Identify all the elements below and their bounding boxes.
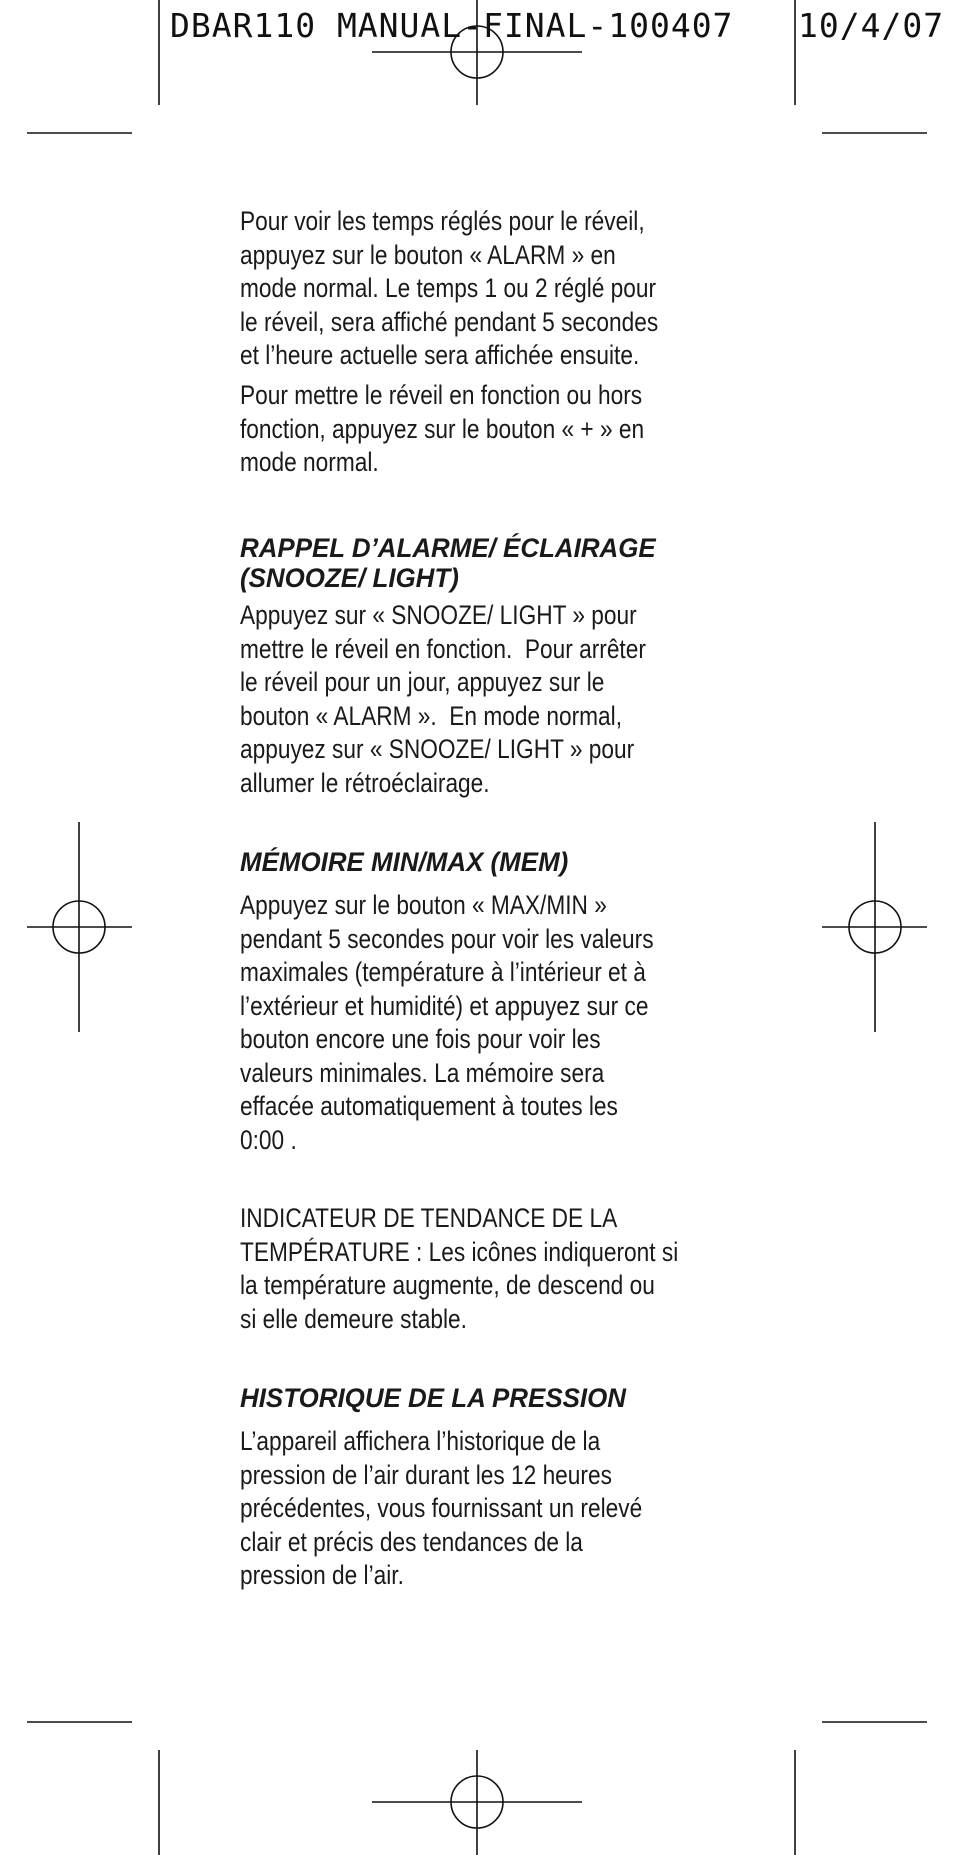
pressure-heading: HISTORIQUE DE LA PRESSION [240, 1383, 626, 1413]
registration-mark-left [27, 822, 132, 1032]
registration-mark-right [822, 822, 927, 1032]
alarm-toggle-paragraph: Pour mettre le réveil en fonction ou hors fonction, appuyez sur le bouton « + » en mode normal. [240, 380, 645, 477]
snooze-paragraph: Appuyez sur « SNOOZE/ LIGHT » pour mettre le réveil en fonction. Pour arrêter le réveil pour un jour, appuyez sur le bouton « ALARM ». En mode normal, appuyez sur « SNOOZE/ LIGHT » pour allumer le rétroéclairage. [240, 600, 646, 798]
registration-mark-bottom [372, 1750, 582, 1855]
slug-line-filename: DBAR110 MANUAL-FINAL-100407 [170, 6, 734, 45]
memory-heading: MÉMOIRE MIN/MAX (MEM) [240, 847, 569, 877]
memory-paragraph: Appuyez sur le bouton « MAX/MIN » pendant 5 secondes pour voir les valeurs maximales (température à l’intérieur et à l’extérieur et humidité) et appuyez sur ce bouton encore une fois pour voir les valeurs minimales. La mémoire sera effacée automatiquement à toutes les 0:00 . [240, 890, 654, 1155]
snooze-heading: RAPPEL D’ALARME/ ÉCLAIRAGE (SNOOZE/ LIGHT) [240, 533, 656, 593]
trend-paragraph: INDICATEUR DE TENDANCE DE LA TEMPÉRATURE : Les icônes indiqueront si la température augmente, de descend ou si elle demeure stable. [240, 1203, 679, 1334]
slug-line-date: 10/4/07 [798, 6, 945, 45]
pressure-paragraph: L’appareil affichera l’historique de la pression de l’air durant les 12 heures précédentes, vous fournissant un relevé clair et précis des tendances de la pression de l’air. [240, 1426, 643, 1590]
alarm-view-paragraph: Pour voir les temps réglés pour le réveil, appuyez sur le bouton « ALARM » en mode normal. Le temps 1 ou 2 réglé pour le réveil, sera affiché pendant 5 secondes et l’heure actuelle sera affichée ensuite. [240, 206, 659, 370]
